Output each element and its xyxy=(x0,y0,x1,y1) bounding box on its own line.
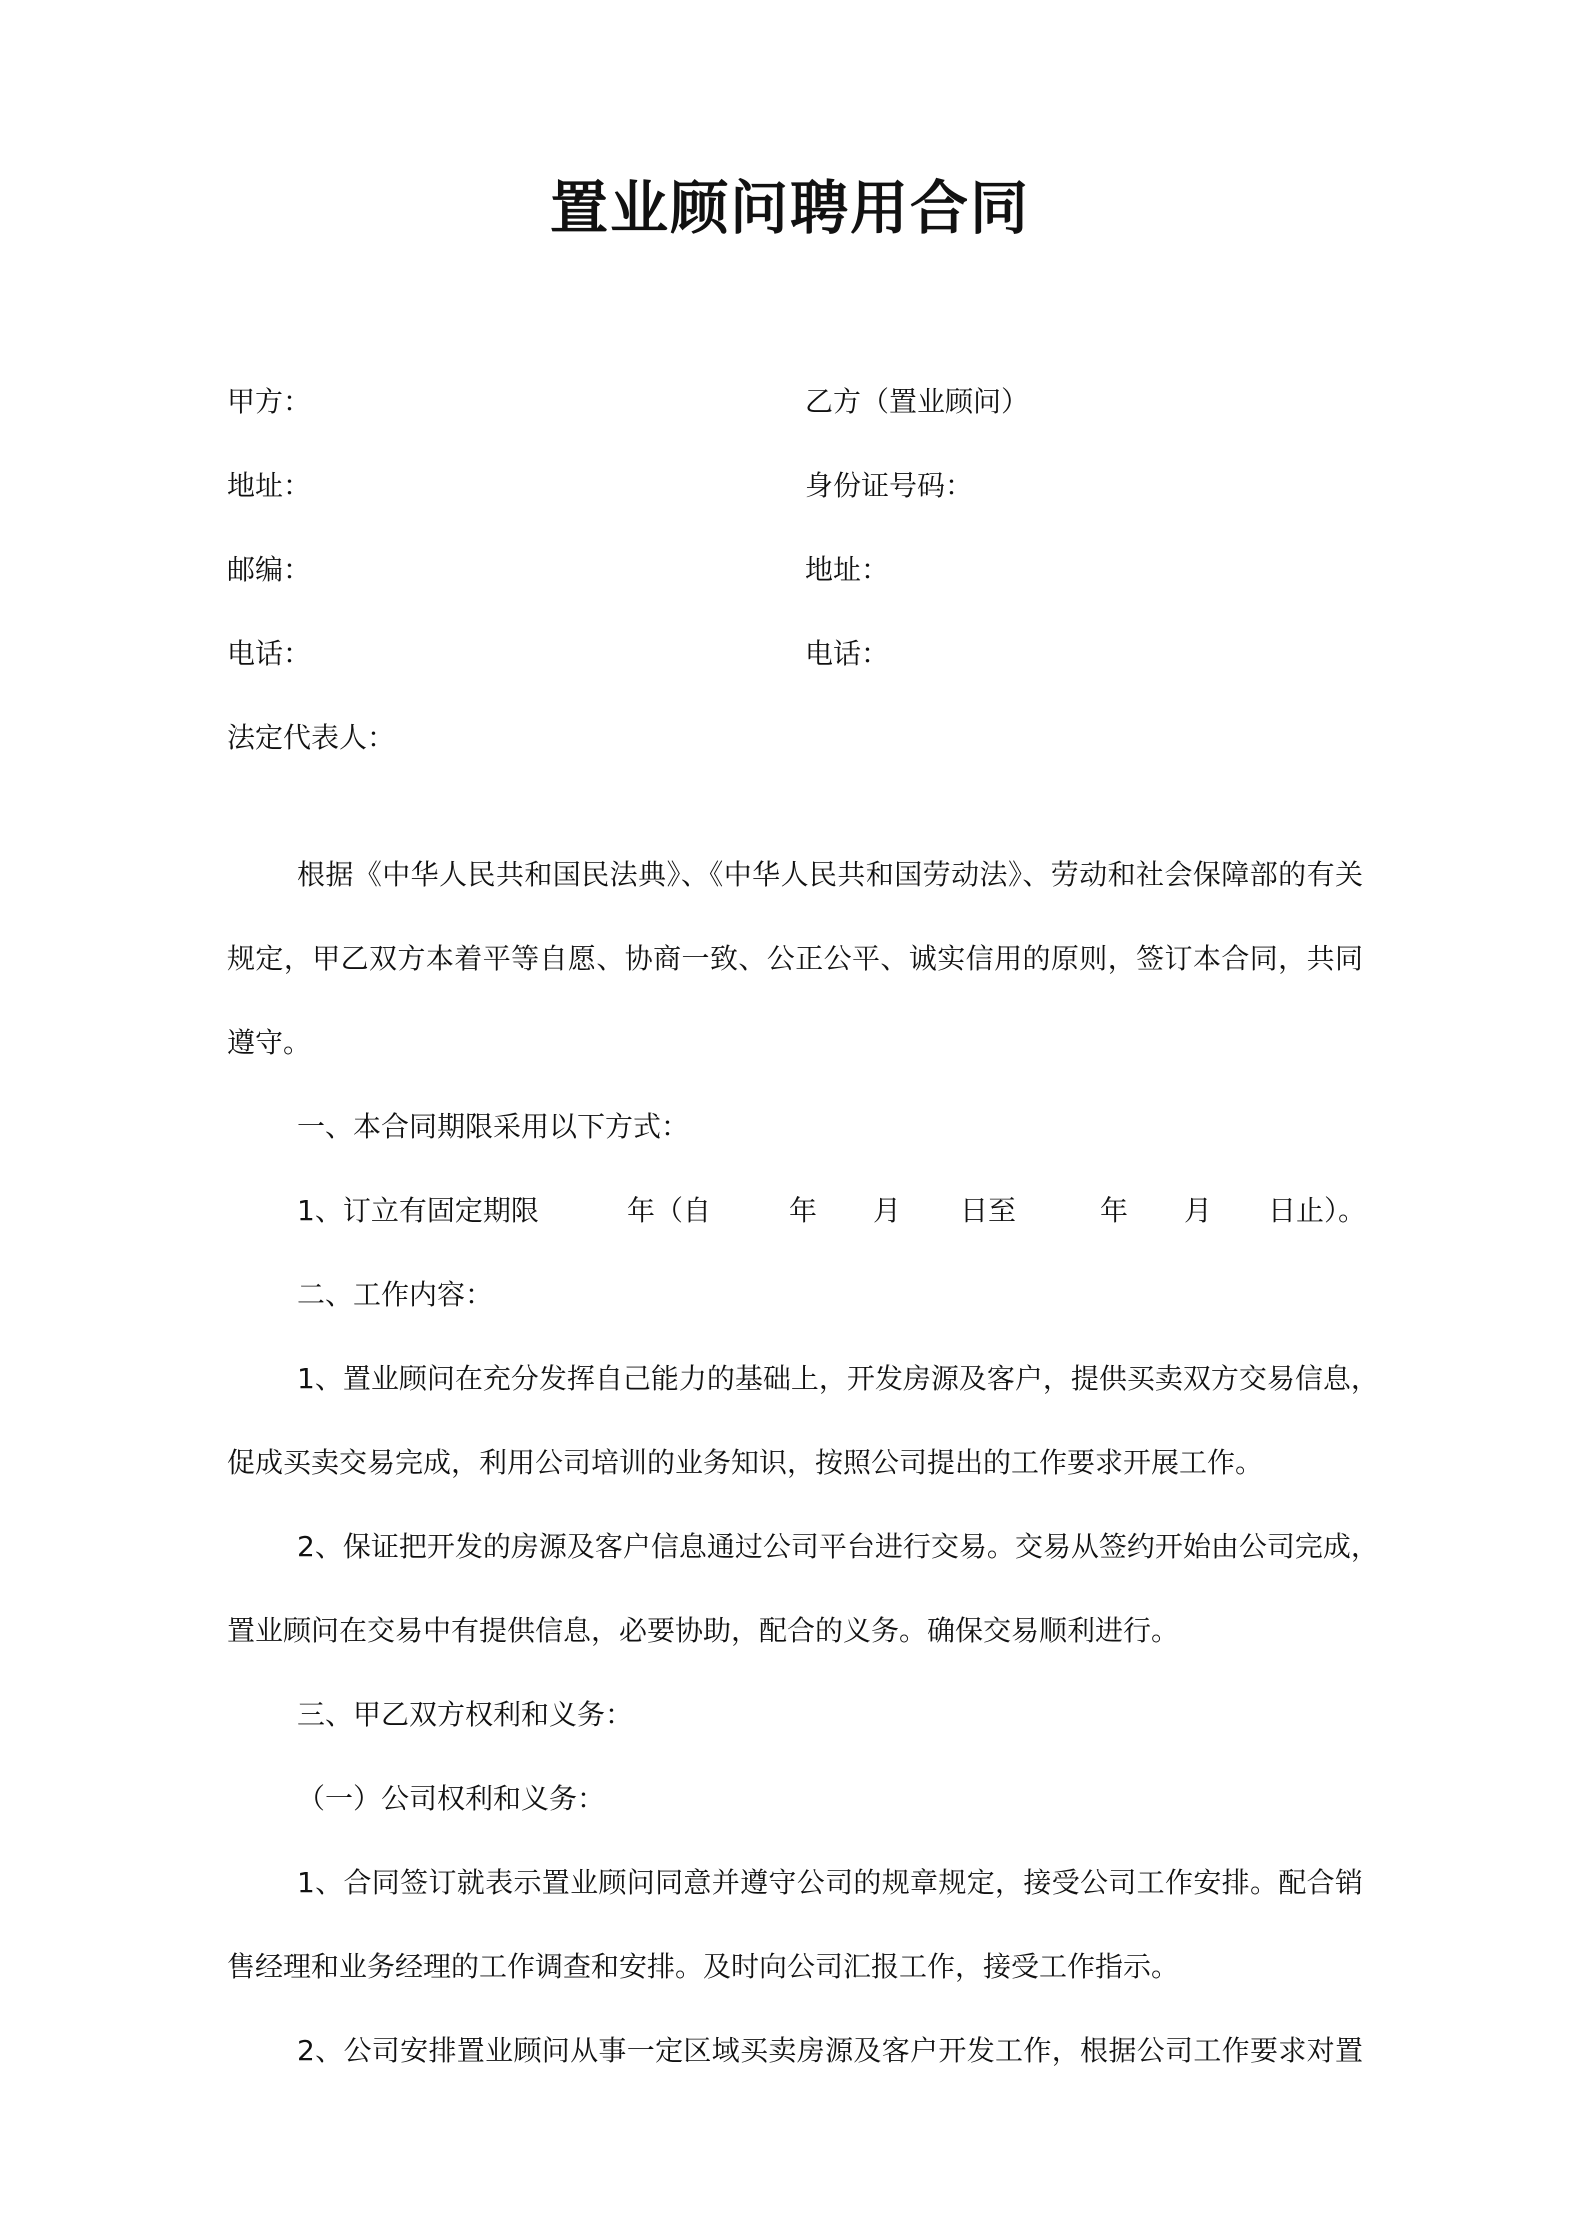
section-heading: 三、甲乙双方权利和义务： xyxy=(297,1698,634,1731)
party-b-label: 乙方（置业顾问） xyxy=(805,385,1030,418)
clause-line: 2、保证把开发的房源及客户信息通过公司平台进行交易。交易从签约开始由公司完成， xyxy=(297,1530,1379,1563)
term-end-month: 月 xyxy=(1184,1194,1213,1227)
term-years: 年（自 xyxy=(627,1194,712,1227)
clause-line: 售经理和业务经理的工作调查和安排。及时向公司汇报工作，接受工作指示。 xyxy=(227,1950,1180,1983)
party-b-phone-label: 电话： xyxy=(805,637,890,670)
preamble-line: 根据《中华人民共和国民法典》、《中华人民共和国劳动法》、劳动和社会保障部的有关 xyxy=(297,858,1363,891)
party-a-legal-rep-label: 法定代表人： xyxy=(227,721,396,754)
subsection-heading: （一）公司权利和义务： xyxy=(297,1782,606,1815)
term-end-year: 年 xyxy=(1100,1194,1129,1227)
clause-line: 促成买卖交易完成，利用公司培训的业务知识，按照公司提出的工作要求开展工作。 xyxy=(227,1446,1264,1479)
section-heading: 一、本合同期限采用以下方式： xyxy=(297,1110,690,1143)
clause-line: 1、置业顾问在充分发挥自己能力的基础上，开发房源及客户，提供买卖双方交易信息， xyxy=(297,1362,1379,1395)
party-a-label: 甲方： xyxy=(227,385,312,418)
party-a-postcode-label: 邮编： xyxy=(227,553,312,586)
clause-line: 置业顾问在交易中有提供信息，必要协助，配合的义务。确保交易顺利进行。 xyxy=(227,1614,1180,1647)
party-a-phone-label: 电话： xyxy=(227,637,312,670)
term-prefix: 1、订立有固定期限 xyxy=(297,1194,539,1227)
party-b-id-label: 身份证号码： xyxy=(805,469,974,502)
term-start-day: 日至 xyxy=(960,1194,1017,1227)
document-title: 置业顾问聘用合同 xyxy=(549,174,1030,242)
section-heading: 二、工作内容： xyxy=(297,1278,494,1311)
clause-line: 1、合同签订就表示置业顾问同意并遵守公司的规章规定，接受公司工作安排。配合销 xyxy=(297,1866,1363,1899)
party-b-address-label: 地址： xyxy=(805,553,890,586)
party-a-address-label: 地址： xyxy=(227,469,312,502)
clause-line: 2、公司安排置业顾问从事一定区域买卖房源及客户开发工作，根据公司工作要求对置 xyxy=(297,2034,1363,2067)
preamble-line: 规定，甲乙双方本着平等自愿、协商一致、公正公平、诚实信用的原则，签订本合同，共同 xyxy=(227,942,1363,975)
term-start-month: 月 xyxy=(873,1194,902,1227)
preamble-line: 遵守。 xyxy=(227,1026,312,1059)
term-start-year: 年 xyxy=(789,1194,818,1227)
term-end-day: 日止）。 xyxy=(1268,1194,1367,1227)
